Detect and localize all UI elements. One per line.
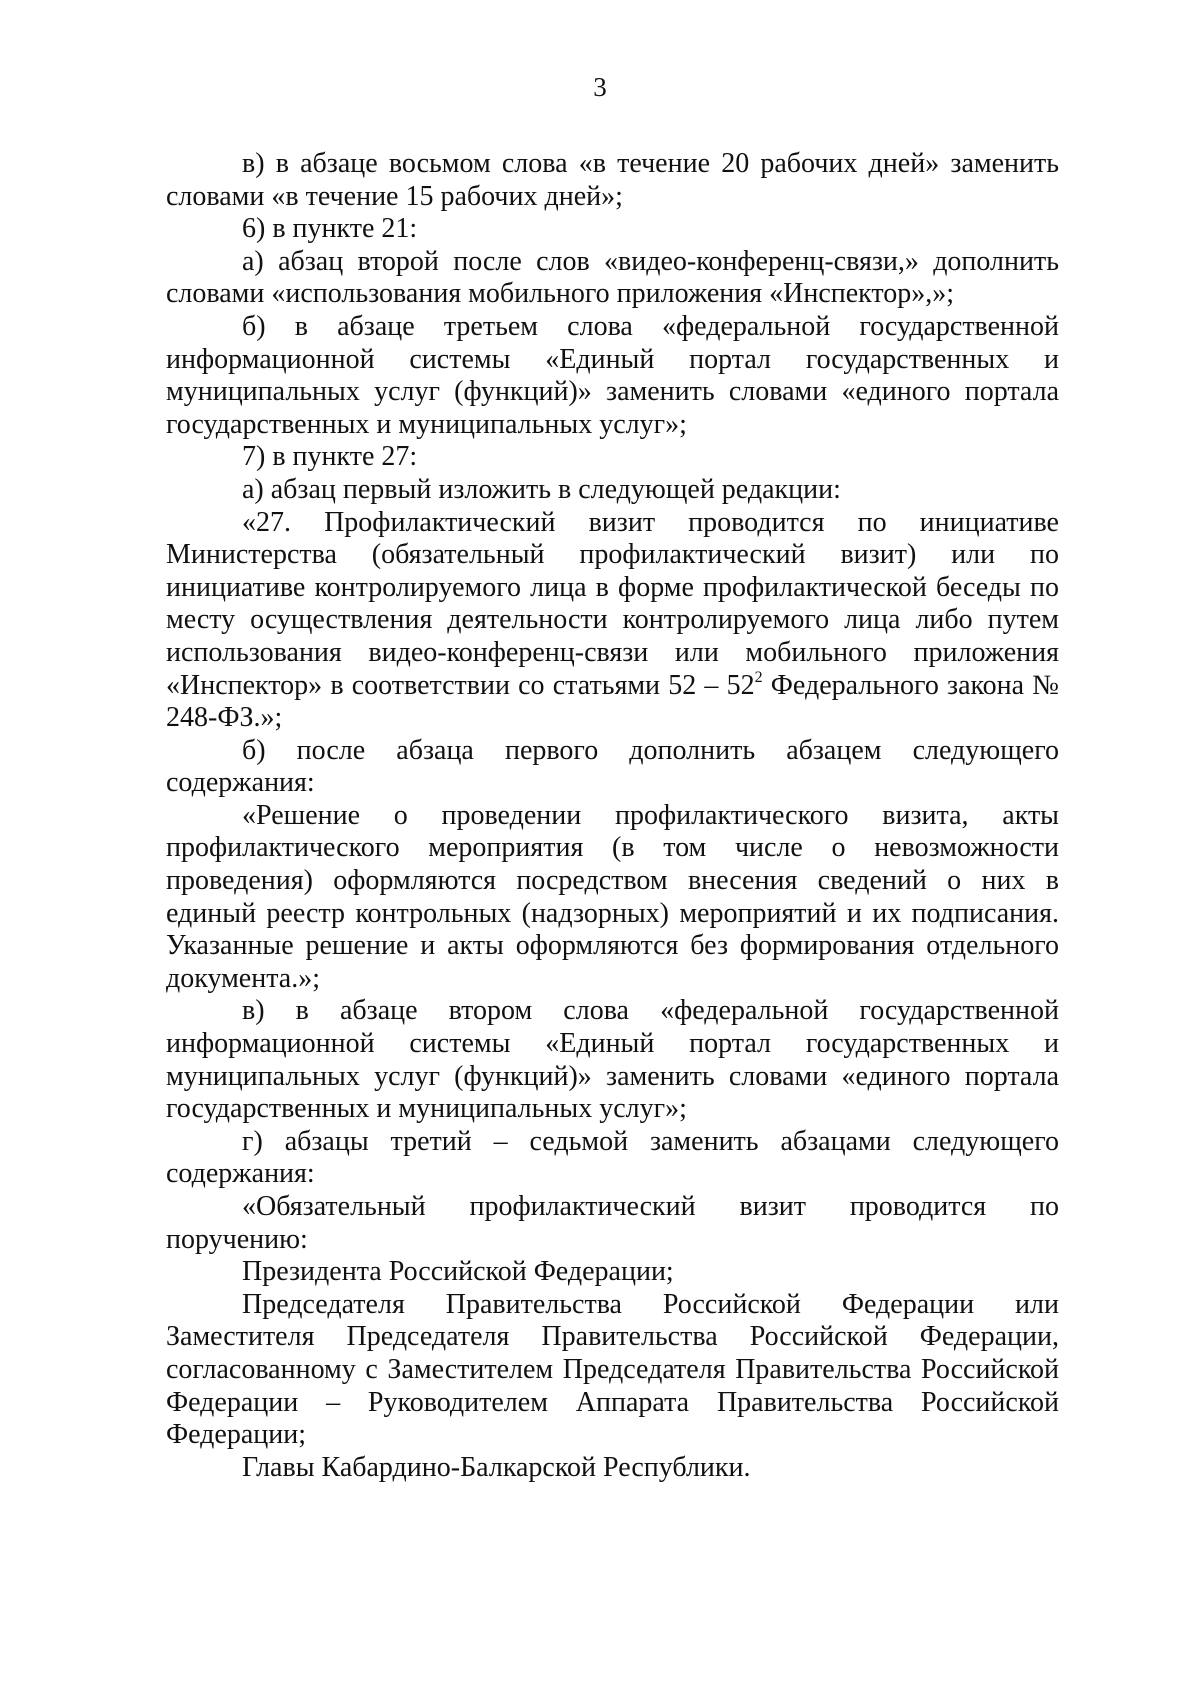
paragraph-mandatory-visit: «Обязательный профилактический визит проводится по поручению: bbox=[166, 1191, 1059, 1255]
paragraph-item-6: 6) в пункте 21: bbox=[242, 213, 418, 245]
paragraph-item-7: 7) в пункте 27: bbox=[242, 441, 418, 473]
superscript-2: 2 bbox=[754, 668, 763, 686]
clause-27-tail: Федерального закона № 248-ФЗ.»; bbox=[166, 669, 1059, 734]
paragraph-item-7v: в) в абзаце втором слова «федеральной государственной информационной системы «Единый портал государственных и муниципальных услуг (функций)» заменить словами «единого портала государственных и муниципальных услуг»; bbox=[166, 995, 1059, 1125]
paragraph-amendment-v-abzac-vosmoy: в) в абзаце восьмом слова «в течение 20 рабочих дней» заменить словами «в течение 15 рабочих дней»; bbox=[166, 148, 1059, 212]
paragraph-clause-27 bbox=[166, 507, 1059, 735]
paragraph-item-7g: г) абзацы третий – седьмой заменить абзацами следующего содержания: bbox=[166, 1125, 1059, 1190]
paragraph-head-kbr: Главы Кабардино-Балкарской Республики. bbox=[242, 1451, 751, 1483]
document-body bbox=[166, 148, 1059, 1484]
paragraph-item-6a: а) абзац второй после слов «видео-конференц-связи,» дополнить словами «использования мобильного приложения «Инспектор»,»; bbox=[166, 245, 1059, 310]
paragraph-item-7b: б) после абзаца первого дополнить абзацем следующего содержания: bbox=[166, 734, 1059, 799]
paragraph-president: Президента Российской Федерации; bbox=[242, 1256, 674, 1288]
paragraph-item-7a: а) абзац первый изложить в следующей редакции: bbox=[242, 473, 841, 505]
clause-27-text: «27. Профилактический визит проводится по инициативе Министерства (обязательный профилактический визит) или по инициативе контролируемого лица в форме профилактической беседы по месту осуществления деятельности контролируемого лица либо путем использования видео-конференц-связи или мобильного приложения «Инспектор» в соответствии со статьями 52 – 52 bbox=[166, 506, 1059, 701]
page-number: 3 bbox=[593, 72, 607, 102]
paragraph-item-6b: б) в абзаце третьем слова «федеральной государственной информационной системы «Единый портал государственных и муниципальных услуг (функций)» заменить словами «единого портала государственных и муниципальных услуг»; bbox=[166, 310, 1059, 440]
paragraph-decision-text: «Решение о проведении профилактического визита, акты профилактического мероприятия (в том числе о невозможности проведения) оформляются посредством внесения сведений о них в единый реестр контрольных (надзорных) мероприятий и их подписания. Указанные решение и акты оформляются без формирования отдельного документа.»; bbox=[166, 799, 1059, 994]
paragraph-chairman: Председателя Правительства Российской Федерации или Заместителя Председателя Правительства Российской Федерации, согласованному с Заместителем Председателя Правительства Российской Федерации – Руководителем Аппарата Правительства Российской Федерации; bbox=[166, 1288, 1059, 1451]
